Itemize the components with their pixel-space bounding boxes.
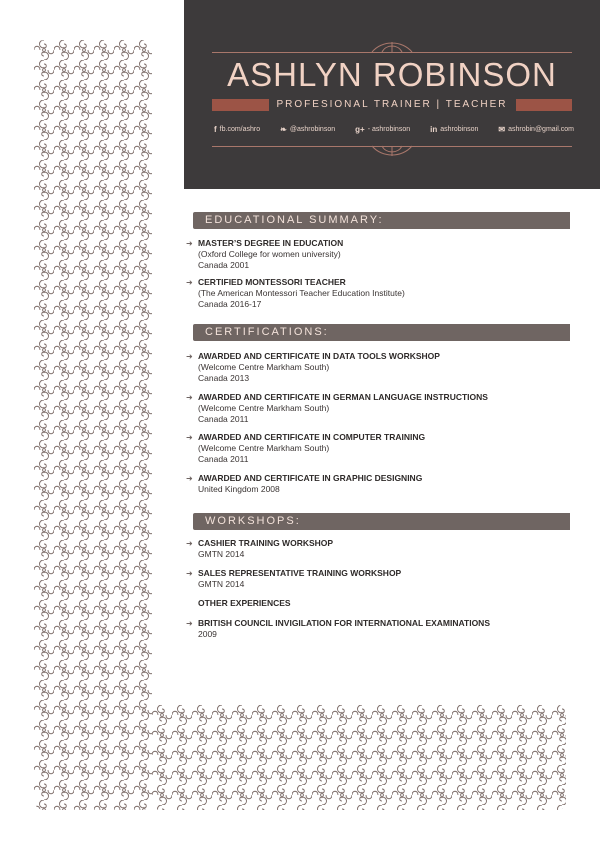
section-workshops-heading xyxy=(193,513,570,530)
arrow-icon: ➜ xyxy=(186,619,193,628)
certification-item-title: AWARDED AND CERTIFICATE IN GERMAN LANGUAGE INSTRUCTIONS xyxy=(198,392,488,402)
arrow-icon: ➜ xyxy=(186,539,193,548)
arrow-icon: ➜ xyxy=(186,569,193,578)
arrow-icon: ➜ xyxy=(186,393,193,402)
workshop-item-detail: GMTN 2014 xyxy=(198,549,245,559)
arrow-icon: ➜ xyxy=(186,433,193,442)
contact-email-text: ashrobin@gmail.com xyxy=(508,125,574,133)
section-education-title: EDUCATIONAL SUMMARY: xyxy=(205,214,384,226)
linkedin-icon: in xyxy=(430,124,438,134)
contact-twitter-text: @ashrobinson xyxy=(289,125,336,133)
contact-email[interactable] xyxy=(498,125,574,134)
section-certifications-heading xyxy=(193,324,570,341)
title-band-right-bar xyxy=(516,99,573,111)
certification-item-institution: (Welcome Centre Markham South) xyxy=(198,443,330,453)
certification-item-title: AWARDED AND CERTIFICATE IN GRAPHIC DESIGNING xyxy=(198,473,423,483)
workshop-item-detail: GMTN 2014 xyxy=(198,579,245,589)
arrow-icon: ➜ xyxy=(186,278,193,287)
contact-facebook-text: fb.com/ashro xyxy=(219,125,261,133)
contact-linkedin[interactable] xyxy=(430,125,478,134)
workshop-item-title: CASHIER TRAINING WORKSHOP xyxy=(198,538,334,548)
facebook-icon: f xyxy=(214,124,217,134)
certification-item-title: AWARDED AND CERTIFICATE IN COMPUTER TRAINING xyxy=(198,432,426,442)
email-icon: ✉ xyxy=(498,124,506,134)
candidate-name: ASHLYN ROBINSON xyxy=(227,56,557,93)
education-item-title: MASTER’S DEGREE IN EDUCATION xyxy=(198,238,344,248)
workshop-item-title: SALES REPRESENTATIVE TRAINING WORKSHOP xyxy=(198,568,402,578)
education-item-institution: (The American Montessori Teacher Education Institute) xyxy=(198,288,405,298)
certification-item-place-year: Canada 2011 xyxy=(198,454,249,464)
arrow-icon: ➜ xyxy=(186,239,193,248)
section-certifications-title: CERTIFICATIONS: xyxy=(205,326,329,338)
arrow-icon: ➜ xyxy=(186,474,193,483)
other-experiences-heading: OTHER EXPERIENCES xyxy=(198,598,291,608)
certification-item-institution: (Welcome Centre Markham South) xyxy=(198,362,330,372)
title-band-left-bar xyxy=(212,99,269,111)
arrow-icon: ➜ xyxy=(186,352,193,361)
decorative-pattern-bottom xyxy=(152,705,566,810)
contact-twitter[interactable] xyxy=(280,125,335,134)
twitter-icon: ❧ xyxy=(280,124,287,134)
contact-google-plus-text: - ashrobinson xyxy=(367,125,411,133)
title-band xyxy=(212,98,572,111)
education-item-place-year: Canada 2001 xyxy=(198,260,250,270)
certification-item-institution: (Welcome Centre Markham South) xyxy=(198,403,330,413)
section-workshops-title: WORKSHOPS: xyxy=(205,515,301,527)
certification-item-place-year: United Kingdom 2008 xyxy=(198,484,280,494)
contact-google-plus[interactable] xyxy=(355,125,410,134)
resume-header xyxy=(184,0,600,189)
google-plus-icon: g+ xyxy=(355,124,365,134)
education-item-institution: (Oxford College for women university) xyxy=(198,249,341,259)
candidate-subtitle: PROFESIONAL TRAINER | TEACHER xyxy=(276,99,508,110)
contact-row xyxy=(214,122,574,136)
certification-item-place-year: Canada 2011 xyxy=(198,414,249,424)
education-item-place-year: Canada 2016-17 xyxy=(198,299,262,309)
certification-item-title: AWARDED AND CERTIFICATE IN DATA TOOLS WORKSHOP xyxy=(198,351,440,361)
decorative-pattern-left xyxy=(34,40,152,810)
section-education-heading xyxy=(193,212,570,229)
certification-item-place-year: Canada 2013 xyxy=(198,373,250,383)
contact-facebook[interactable] xyxy=(214,125,260,134)
other-experience-title: BRITISH COUNCIL INVIGILATION FOR INTERNATIONAL EXAMINATIONS xyxy=(198,618,490,628)
other-experience-year: 2009 xyxy=(198,629,217,639)
header-bottom-flourish xyxy=(352,138,432,166)
education-item-title: CERTIFIED MONTESSORI TEACHER xyxy=(198,277,346,287)
contact-linkedin-text: ashrobinson xyxy=(440,125,479,133)
